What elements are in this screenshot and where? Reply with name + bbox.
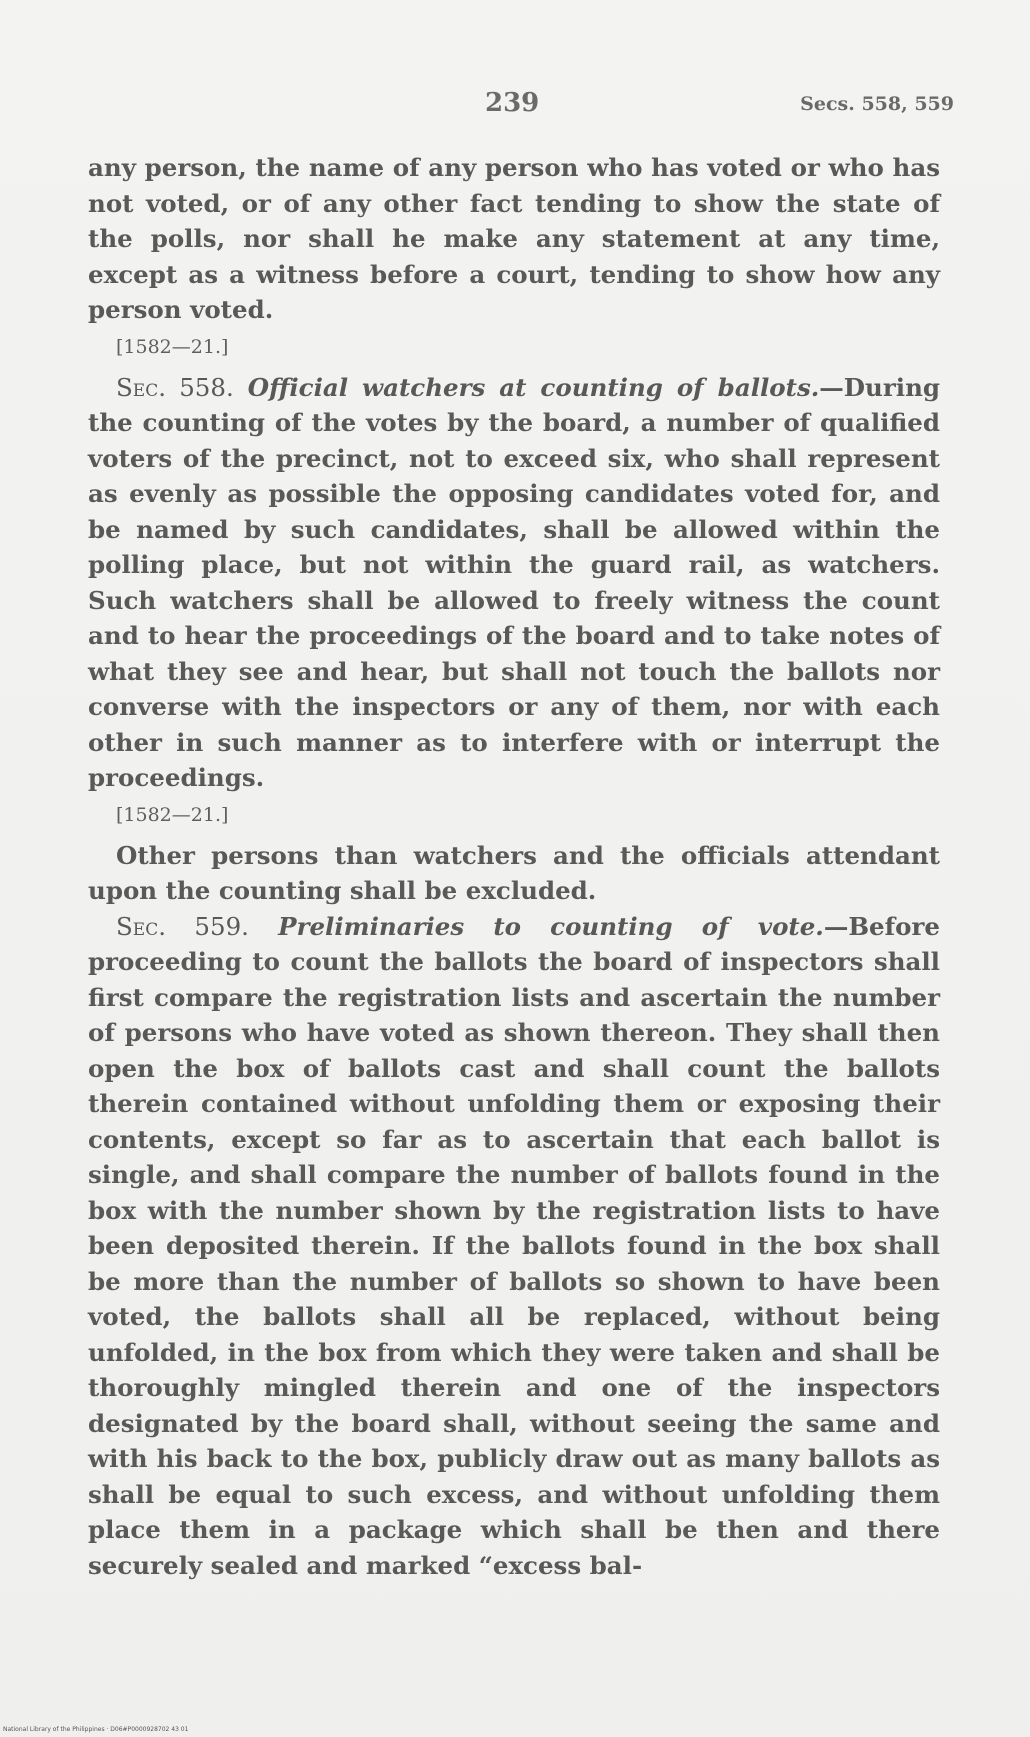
paragraph-text: Other persons than watchers and the officials attendant upon the counting shall be excluded. [88,840,940,905]
section-title: Official watchers at counting of ballots. [247,372,820,402]
body-text [88,150,940,1583]
library-watermark: National Library of the Philippines · D06#P0000928702 43 01 [3,1726,189,1733]
section-text: —Before proceeding to count the ballots the board of inspectors shall first compare the registration lists and ascertain the number of persons who have voted as shown thereon. They shall then open the box of ballots cast and shall count the ballots therein contained without unfolding them or exposing their contents, except so far as to ascertain that each ballot is single, and shall compare the number of ballots found in the box with the number shown by the registration lists to have been deposited therein. If the ballots found in the box shall be more than the number of ballots so shown to have been voted, the ballots shall all be replaced, without being unfolded, in the box from which they were taken and shall be thoroughly mingled therein and one of the inspectors designated by the board shall, without seeing the same and with his back to the box, publicly draw out as many ballots as shall be equal to such excess, and without unfolding them place them in a package which shall be then and there securely sealed and marked “excess bal- [88,911,941,1580]
citation: [1582—21.] [116,803,229,826]
page-header [0,88,1030,128]
section-text: —During the counting of the votes by the board, a number of qualified voters of the precinct, not to exceed six, who shall represent as evenly as possible the opposing candidates voted for, and be named by such candidates, shall be allowed within the polling place, but not within the guard rail, as watchers. Such watchers shall be allowed to freely witness the count and to hear the proceedings of the board and to take notes of what they see and hear, but shall not touch the ballots nor converse with the inspectors or any of them, nor with each other in such manner as to interfere with or interrupt the proceedings. [88,372,941,792]
section-number: Sec. 559. [116,911,249,941]
paragraph-exclusion [88,838,940,909]
page-number: 239 [485,88,540,118]
section-559 [88,909,940,1584]
section-number: Sec. 558. [116,372,234,402]
citation: [1582—21.] [116,335,229,358]
paragraph-continuation [88,150,940,328]
section-title: Preliminaries to counting of vote. [278,911,824,941]
paragraph-text: any person, the name of any person who has voted or who has not voted, or of any other fact tending to show the state of the polls, nor shall he make any statement at any time, except as a witness before a court, tending to show how any person voted. [88,153,940,324]
running-head-sections: Secs. 558, 559 [800,93,954,115]
section-558 [88,370,940,796]
